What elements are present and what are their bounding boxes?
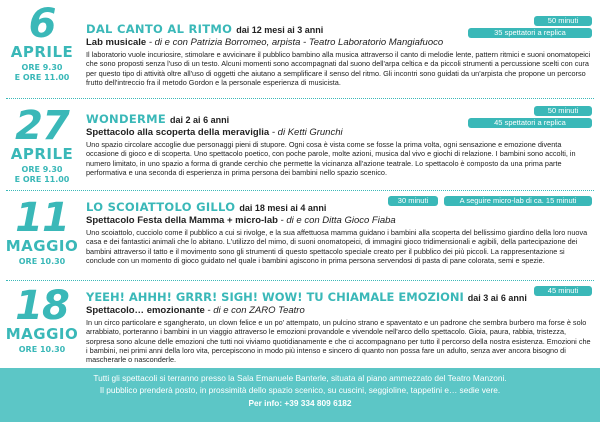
footer-contact: Per info: +39 334 809 6182: [248, 398, 352, 408]
event-time: ORE 9.30: [21, 165, 63, 174]
event-author: - di e con Ditta Gioco Fiaba: [277, 215, 396, 226]
event-month: MAGGIO: [5, 237, 79, 255]
capacity-badge: 45 spettatori a replica: [468, 118, 592, 128]
event-title: DAL CANTO AL RITMO: [86, 22, 233, 36]
event-4: [0, 282, 600, 366]
event-content: [86, 288, 594, 364]
event-day: 27: [15, 103, 69, 149]
event-time: E ORE 11.00: [14, 73, 70, 82]
event-time: E ORE 11.00: [14, 175, 70, 184]
event-ages: dai 2 ai 6 anni: [170, 115, 230, 125]
footer-venue: Tutti gli spettacoli si terranno presso la Sala Emanuele Banterle, situata al piano ammezzato del Teatro Manzoni.: [93, 373, 507, 383]
event-subtitle-main: Spettacolo… emozionante: [86, 305, 205, 316]
event-title: YEEH! AHHH! GRRR! SIGH! WOW! TU CHIAMALE EMOZIONI: [86, 290, 464, 304]
event-content: [86, 198, 594, 265]
event-month: APRILE: [10, 145, 74, 163]
event-subtitle: [86, 127, 594, 139]
event-subtitle-main: Spettacolo Festa della Mamma + micro-lab: [86, 215, 278, 226]
event-subtitle-main: Lab musicale: [86, 37, 147, 48]
duration-badge: 30 minuti: [388, 196, 438, 206]
event-separator: [6, 98, 594, 99]
event-time: ORE 10.30: [18, 345, 66, 354]
event-ages: dai 12 mesi ai 3 anni: [236, 25, 324, 35]
event-title-row: [86, 288, 594, 304]
event-author: - di Ketti Grunchi: [269, 127, 343, 138]
event-title: WONDERME: [86, 112, 167, 126]
event-day: 6: [28, 1, 56, 47]
event-date: [0, 103, 84, 185]
capacity-badge: 35 spettatori a replica: [468, 28, 592, 38]
event-date: [0, 195, 84, 267]
event-author: - di e con ZARO Teatro: [204, 305, 305, 316]
event-subtitle-main: Spettacolo alla scoperta della meraviglia: [86, 127, 270, 138]
event-description: Uno scoiattolo, cucciolo come il pubblico a cui si rivolge, e la sua affettuosa mamma guidano i bambini alla scoperta del bellissimo giardino della loro nuova casa e dei fantastici animali che lo abitano. L'utilizzo del mimo, di suoni onomatopeici, di immagini gioco tridimensionali e agibili, della partecipazione dei bambini attraverso il tatto e il movimento sono gli strumenti di questo spettacolo speciale creato per il pubblico dei più piccoli. La rappresentazione si conclude con un momento di gioco guidato nel quale i bambini agiscono in prima persona servendosi di pasta di pane colorata, semi e spezie.: [86, 228, 588, 265]
event-day: 18: [15, 283, 69, 329]
event-separator: [6, 190, 594, 191]
event-times: [0, 165, 84, 185]
event-author: - di e con Patrizia Borromeo, arpista - Teatro Laboratorio Mangiafuoco: [146, 37, 444, 48]
event-month: MAGGIO: [5, 325, 79, 343]
event-ages: dai 3 ai 6 anni: [467, 293, 527, 303]
event-times: [0, 257, 84, 267]
event-day: 11: [15, 195, 69, 241]
event-subtitle: [86, 305, 594, 317]
footer-seating: Il pubblico prenderà posto, in prossimità dello spazio scenico, su cuscini, seggioline, tappetini e… sedie vere.: [99, 385, 501, 395]
event-description: In un circo particolare e sgangherato, un clown felice e un po' attempato, un pulcino strano e spaventato e un padrone che sembra burbero ma forse è solo arrabbiato, porteranno i bambini in un viaggio attraverso le emozioni provandole e vivendole nell'arco dello spettacolo. Gioia, paura, rabbia, tristezza, sorpresa sono alcune delle emozioni che tutti noi viviamo quotidianamente e che ci accompagnano per tutto il percorso della nostra esistenza. Emozioni che i bambini, nei primi anni della loro vita, percepiscono in modo più intenso e sincero di quanto non possa fare un adulto, senza aver ancora bisogno di mascherarle o nasconderle.: [86, 318, 591, 365]
duration-badge: 45 minuti: [534, 286, 592, 296]
duration-badge: 50 minuti: [534, 16, 592, 26]
event-ages: dai 18 mesi ai 4 anni: [239, 203, 327, 213]
event-2: [0, 100, 600, 190]
event-separator: [6, 280, 594, 281]
event-description: Il laboratorio vuole incuriosire, stimolare e avvicinare il pubblico bambino alla musica attraverso il canto di melodie lente, pattern ritmici e suoni onomatopeici che sono proposti senza l'uso di un testo. Alcuni momenti sono accompagnati dal suono dell'arpa celtica e da piccoli strumenti a percussione scelti con cura per questo tipo di attività oltre all'uso di oggetti che aiutano a semplificare il senso del ritmo. Gli incontri sono guidati da un'arpista che propone un percorso frutto dell'intreccio fra il metodo Gordon e la personale esperienza di musicista.: [86, 50, 591, 87]
event-1: [0, 0, 600, 97]
event-3: [0, 192, 600, 280]
event-time: ORE 9.30: [21, 63, 63, 72]
event-times: [0, 63, 84, 83]
event-date: [0, 1, 84, 83]
microlab-badge: A seguire micro-lab di ca. 15 minuti: [444, 196, 592, 206]
event-time: ORE 10.30: [18, 257, 66, 266]
event-subtitle: [86, 215, 594, 227]
footer: [0, 368, 600, 422]
event-subtitle: [86, 37, 594, 49]
duration-badge: 50 minuti: [534, 106, 592, 116]
event-times: [0, 345, 84, 355]
event-month: APRILE: [10, 43, 74, 61]
event-date: [0, 283, 84, 355]
event-title: LO SCOIATTOLO GILLO: [86, 200, 236, 214]
event-description: Uno spazio circolare accoglie due personaggi pieni di stupore. Ogni cosa è vista come se fosse la prima volta, ogni sensazione e emozione diventa occasione di gioco e di scoperta. Uno spettacolo poetico, con poche parole, molte azioni, musica dal vivo e giochi di relazione. I bambini sono accolti, in numero limitato, in uno spazio a forma di grande cerchio che permette la vicinanza all'azione teatrale. Lo spettacolo è composto da una prima parte performativa e una seconda di esperienza in prima persona dei bambini nello spazio scenico.: [86, 140, 576, 177]
